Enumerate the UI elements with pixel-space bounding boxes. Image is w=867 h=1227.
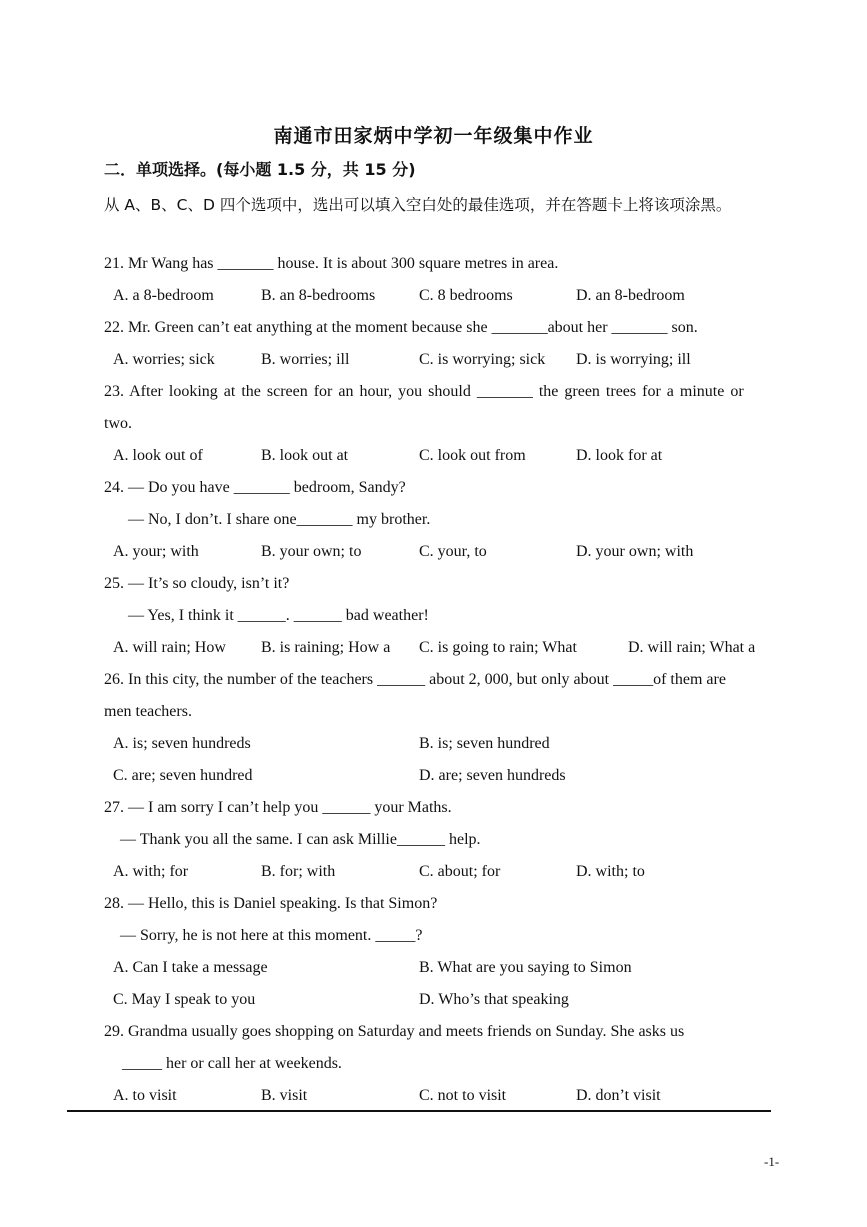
option-a: A. Can I take a message [113, 959, 268, 976]
question-text: 21. Mr Wang has _______ house. It is about 300 square metres in area. [104, 255, 559, 272]
option-a: A. to visit [113, 1087, 177, 1104]
option-b: B. for; with [261, 863, 336, 880]
option-a: A. is; seven hundreds [113, 735, 251, 752]
question-text: 29. Grandma usually goes shopping on Saturday and meets friends on Sunday. She asks us [104, 1023, 685, 1040]
option-b: B. is; seven hundred [419, 735, 550, 752]
question-text-continued: men teachers. [104, 703, 192, 720]
question-text: 27. — I am sorry I can’t help you ______ your Maths. [104, 799, 452, 816]
document-title: 南通市田家炳中学初一年级集中作业 [273, 125, 594, 147]
option-d: D. Who’s that speaking [419, 991, 569, 1008]
option-d: D. is worrying; ill [576, 351, 691, 368]
question-text: 22. Mr. Green can’t eat anything at the moment because she _______about her _______ son. [104, 319, 698, 336]
option-a: A. worries; sick [113, 351, 215, 368]
dialogue-reply: — Yes, I think it ______. ______ bad weather! [128, 607, 429, 624]
question-text-continued: _____ her or call her at weekends. [122, 1055, 342, 1072]
dialogue-reply: — No, I don’t. I share one_______ my brother. [128, 511, 431, 528]
option-c: C. not to visit [419, 1087, 507, 1104]
option-a: A. look out of [113, 447, 203, 464]
option-b: B. your own; to [261, 543, 362, 560]
dialogue-reply: — Thank you all the same. I can ask Millie______ help. [120, 831, 481, 848]
option-d: D. with; to [576, 863, 645, 880]
question-text: 26. In this city, the number of the teachers ______ about 2, 000, but only about _____of them are [104, 671, 726, 688]
option-d: D. are; seven hundreds [419, 767, 566, 784]
option-c: C. is going to rain; What [419, 639, 577, 656]
option-d: D. will rain; What a [628, 639, 756, 656]
option-a: A. a 8-bedroom [113, 287, 214, 304]
option-c: C. are; seven hundred [113, 767, 253, 784]
option-b: B. is raining; How a [261, 639, 391, 656]
option-c: C. about; for [419, 863, 501, 880]
option-d: D. your own; with [576, 543, 694, 560]
option-b: B. What are you saying to Simon [419, 959, 632, 976]
section-heading: 二．单项选择。(每小题 1.5 分，共 15 分) [104, 160, 416, 179]
question-text: 23. After looking at the screen for an hour, you should _______ the green trees for a minute or [104, 383, 744, 400]
option-b: B. look out at [261, 447, 349, 464]
option-c: C. look out from [419, 447, 526, 464]
option-d: D. look for at [576, 447, 663, 464]
option-b: B. visit [261, 1087, 308, 1104]
option-d: D. an 8-bedroom [576, 287, 685, 304]
option-c: C. 8 bedrooms [419, 287, 513, 304]
question-text: 28. — Hello, this is Daniel speaking. Is that Simon? [104, 895, 438, 912]
page-number: -1- [764, 1154, 780, 1169]
question-text: 24. — Do you have _______ bedroom, Sandy? [104, 479, 406, 496]
instructions: 从 A、B、C、D 四个选项中，选出可以填入空白处的最佳选项，并在答题卡上将该项涂黑。 [104, 196, 732, 214]
option-b: B. worries; ill [261, 351, 350, 368]
option-d: D. don’t visit [576, 1087, 661, 1104]
option-b: B. an 8-bedrooms [261, 287, 376, 304]
option-a: A. with; for [113, 863, 189, 880]
option-c: C. May I speak to you [113, 991, 256, 1008]
question-text: 25. — It’s so cloudy, isn’t it? [104, 575, 290, 592]
option-a: A. your; with [113, 543, 199, 560]
question-text-continued: two. [104, 415, 132, 432]
option-a: A. will rain; How [113, 639, 226, 656]
footer-divider [67, 1110, 771, 1112]
option-c: C. your, to [419, 543, 487, 560]
dialogue-reply: — Sorry, he is not here at this moment. _____? [120, 927, 423, 944]
option-c: C. is worrying; sick [419, 351, 546, 368]
